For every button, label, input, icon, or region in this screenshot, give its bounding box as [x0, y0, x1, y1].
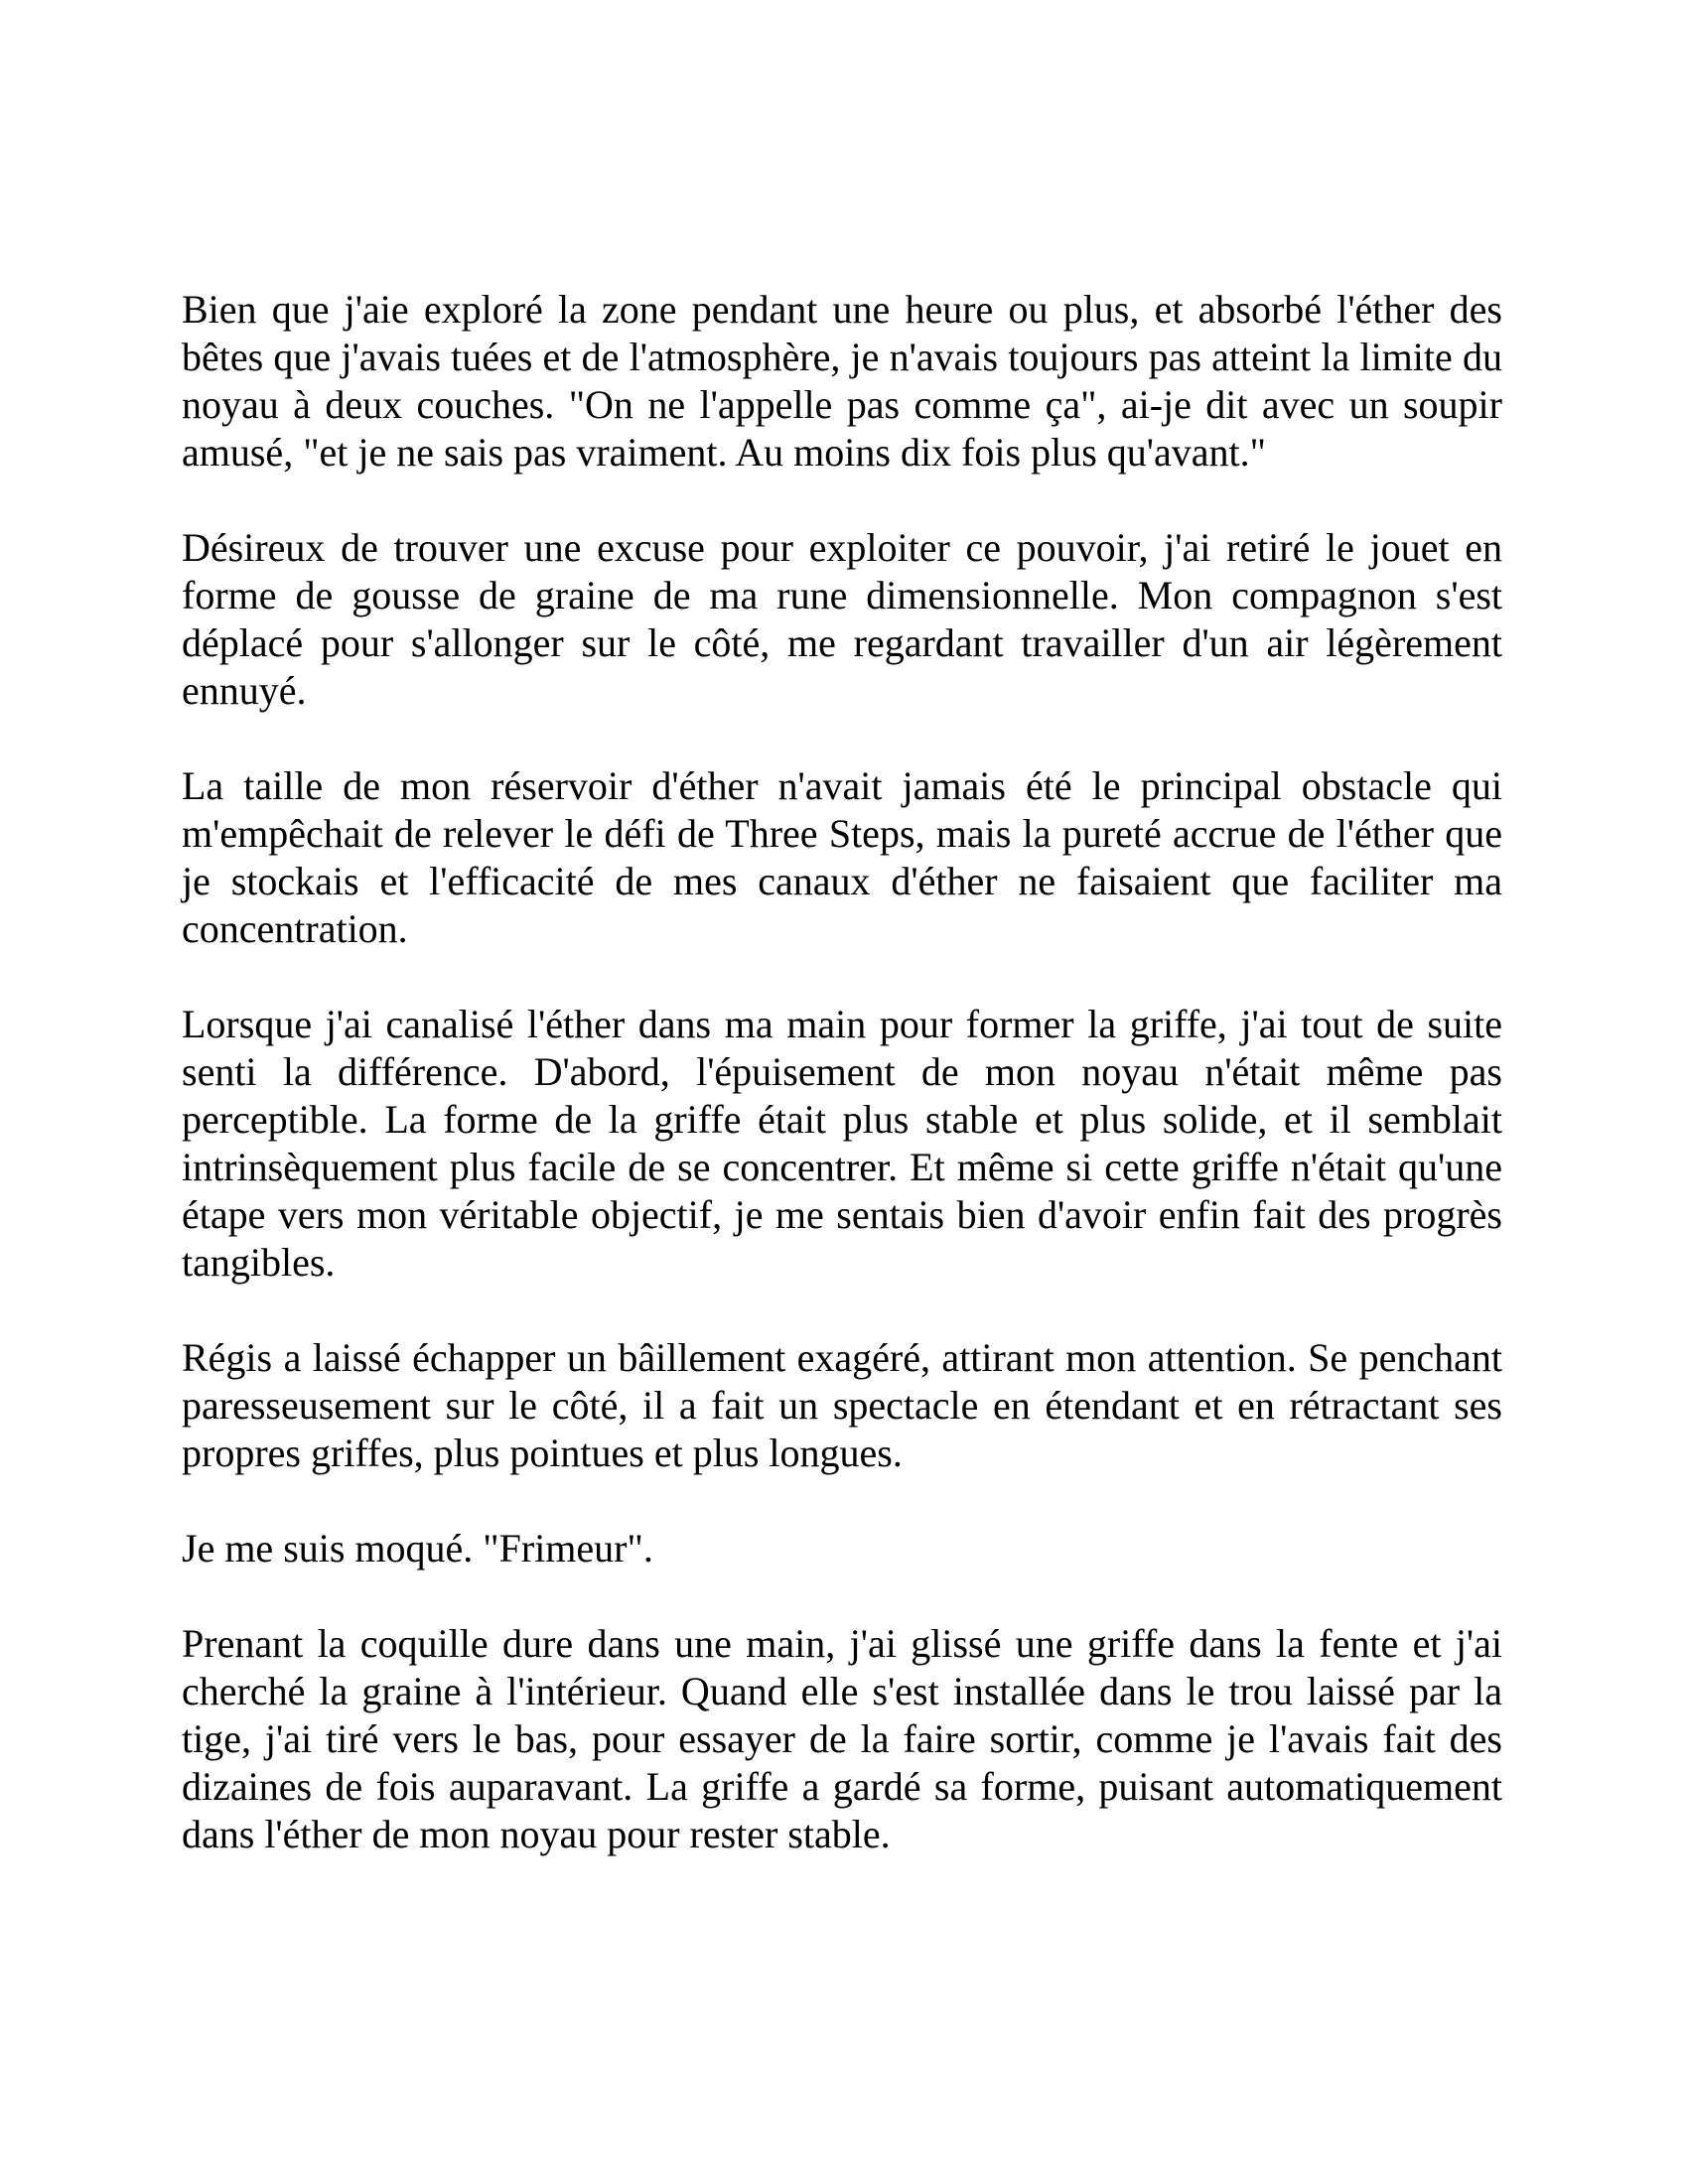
paragraph-5: Régis a laissé échapper un bâillement exagéré, attirant mon attention. Se penchant paresseusement sur le côté, il a fait un spectacle en étendant et en rétractant ses propres griffes, plus pointues et plus longues. [182, 1335, 1502, 1475]
paragraph-1: Bien que j'aie exploré la zone pendant une heure ou plus, et absorbé l'éther des bêtes que j'avais tuées et de l'atmosphère, je n'avais toujours pas atteint la limite du noyau à deux couches. "On ne l'appelle pas comme ça", ai-je dit avec un soupir amusé, "et je ne sais pas vraiment. Au moins dix fois plus qu'avant." [182, 287, 1502, 475]
paragraph-4: Lorsque j'ai canalisé l'éther dans ma main pour former la griffe, j'ai tout de suite senti la différence. D'abord, l'épuisement de mon noyau n'était même pas perceptible. La forme de la griffe était plus stable et plus solide, et il semblait intrinsèquement plus facile de se concentrer. Et même si cette griffe n'était qu'une étape vers mon véritable objectif, je me sentais bien d'avoir enfin fait des progrès tangibles. [182, 1002, 1502, 1285]
paragraph-2: Désireux de trouver une excuse pour exploiter ce pouvoir, j'ai retiré le jouet en forme de gousse de graine de ma rune dimensionnelle. Mon compagnon s'est déplacé pour s'allonger sur le côté, me regardant travailler d'un air légèrement ennuyé. [182, 525, 1502, 713]
paragraph-6: Je me suis moqué. "Frimeur". [182, 1526, 653, 1570]
paragraph-7: Prenant la coquille dure dans une main, j'ai glissé une griffe dans la fente et j'ai cherché la graine à l'intérieur. Quand elle s'est installée dans le trou laissé par la tige, j'ai tiré vers le bas, pour essayer de la faire sortir, comme je l'avais fait des dizaines de fois auparavant. La griffe a gardé sa forme, puisant automatiquement dans l'éther de mon noyau pour rester stable. [182, 1621, 1502, 1856]
paragraph-3: La taille de mon réservoir d'éther n'avait jamais été le principal obstacle qui m'empêchait de relever le défi de Three Steps, mais la pureté accrue de l'éther que je stockais et l'efficacité de mes canaux d'éther ne faisaient que faciliter ma concentration. [182, 763, 1502, 951]
body-text [182, 286, 1502, 1858]
